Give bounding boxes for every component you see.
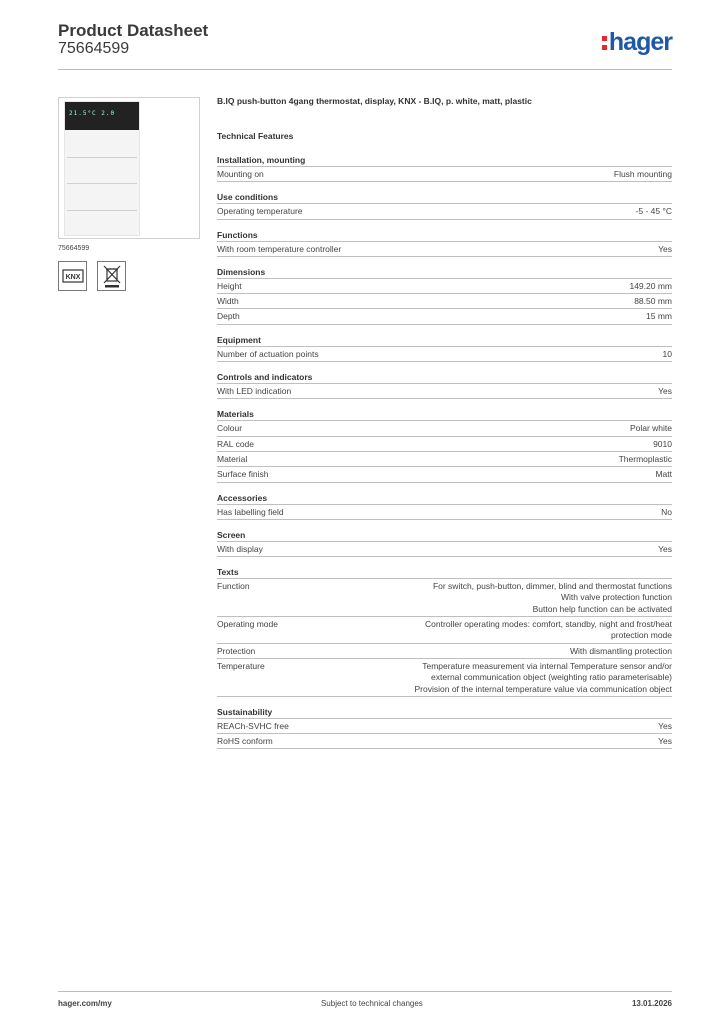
svg-text:KNX: KNX xyxy=(65,274,80,281)
footer-date: 13.01.2026 xyxy=(631,999,672,1008)
feature-label: Colour xyxy=(217,423,243,434)
feature-sections xyxy=(217,154,672,749)
section-title: Screen xyxy=(217,529,672,542)
feature-label: RoHS conform xyxy=(217,736,273,747)
feature-value: Yes xyxy=(658,543,672,554)
section-title: Dimensions xyxy=(217,266,672,279)
feature-value: Yes xyxy=(658,243,672,254)
feature-value: Controller operating modes: comfort, standby, night and frost/heat protection mode xyxy=(425,619,672,641)
product-number: 75664599 xyxy=(58,40,130,57)
feature-label: With room temperature controller xyxy=(217,243,342,254)
feature-row xyxy=(217,644,672,659)
section-title: Texts xyxy=(217,566,672,579)
section-title: Accessories xyxy=(217,492,672,505)
feature-row xyxy=(217,734,672,749)
feature-row xyxy=(217,242,672,257)
feature-section xyxy=(217,371,672,399)
feature-section xyxy=(217,408,672,482)
feature-row xyxy=(217,437,672,452)
section-title: Use conditions xyxy=(217,191,672,204)
product-image xyxy=(58,97,200,239)
feature-value: Yes xyxy=(658,720,672,731)
logo-text: hager xyxy=(608,28,672,56)
image-caption: 75664599 xyxy=(58,245,90,252)
device-display: 21.5°C 2.0 xyxy=(65,102,139,130)
hager-logo xyxy=(602,28,672,57)
footer-website: hager.com/my xyxy=(58,999,112,1008)
feature-label: Height xyxy=(217,280,242,291)
technical-features-heading: Technical Features xyxy=(217,131,294,141)
feature-label: RAL code xyxy=(217,438,255,449)
feature-label: Depth xyxy=(217,311,240,322)
feature-section xyxy=(217,492,672,520)
feature-row xyxy=(217,467,672,482)
page-footer xyxy=(58,991,672,1008)
feature-row xyxy=(217,505,672,520)
feature-row xyxy=(217,204,672,219)
feature-section xyxy=(217,566,672,697)
feature-row xyxy=(217,167,672,182)
feature-label: Number of actuation points xyxy=(217,348,319,359)
feature-label: Width xyxy=(217,296,239,307)
feature-value: -5 - 45 °C xyxy=(635,206,672,217)
feature-label: With LED indication xyxy=(217,386,292,397)
section-title: Sustainability xyxy=(217,706,672,719)
feature-row xyxy=(217,719,672,734)
certification-icons xyxy=(58,261,200,291)
product-name: B.IQ push-button 4gang thermostat, display, KNX - B.IQ, p. white, matt, plastic xyxy=(217,96,532,106)
feature-row xyxy=(217,659,672,697)
feature-label: Temperature xyxy=(217,660,265,671)
feature-label: Material xyxy=(217,453,248,464)
feature-label: REACh-SVHC free xyxy=(217,720,289,731)
feature-value: For switch, push-button, dimmer, blind and thermostat functions With valve protection function Button help function can be activated xyxy=(432,581,672,614)
feature-label: Operating mode xyxy=(217,619,278,630)
section-title: Materials xyxy=(217,408,672,421)
feature-value: 149.20 mm xyxy=(629,280,672,291)
datasheet-content xyxy=(217,96,672,758)
weee-crossed-bin-icon xyxy=(97,261,126,291)
section-title: Equipment xyxy=(217,334,672,347)
feature-section xyxy=(217,529,672,557)
feature-value: 10 xyxy=(662,348,672,359)
feature-section xyxy=(217,706,672,750)
page-title: Product Datasheet xyxy=(58,21,209,40)
feature-label: Mounting on xyxy=(217,169,264,179)
feature-value: With dismantling protection xyxy=(569,645,672,656)
feature-label: Function xyxy=(217,581,250,592)
product-sidebar xyxy=(58,97,200,291)
feature-label: Surface finish xyxy=(217,469,269,480)
knx-icon xyxy=(58,261,87,291)
feature-row xyxy=(217,384,672,399)
feature-row xyxy=(217,309,672,324)
feature-section xyxy=(217,229,672,257)
section-title: Controls and indicators xyxy=(217,371,672,384)
feature-label: Has labelling field xyxy=(217,506,284,517)
feature-row xyxy=(217,347,672,362)
device-illustration xyxy=(64,101,140,236)
feature-value: Flush mounting xyxy=(613,169,672,179)
feature-row xyxy=(217,542,672,557)
feature-section xyxy=(217,154,672,182)
feature-value: 9010 xyxy=(653,438,672,449)
logo-dots-icon xyxy=(602,36,607,50)
feature-value: No xyxy=(661,506,672,517)
section-title: Installation, mounting xyxy=(217,154,672,167)
feature-value: Matt xyxy=(655,469,672,480)
feature-row xyxy=(217,617,672,644)
feature-label: Protection xyxy=(217,645,256,656)
feature-row xyxy=(217,452,672,467)
feature-label: Operating temperature xyxy=(217,206,303,217)
feature-value: Temperature measurement via internal Temperature sensor and/or external communication object (weighting ratio parameterisable) Provision of the internal temperature value via communication object xyxy=(414,660,672,694)
feature-value: 15 mm xyxy=(646,311,672,322)
feature-value: 88.50 mm xyxy=(634,296,672,307)
feature-row xyxy=(217,279,672,294)
feature-row xyxy=(217,579,672,617)
feature-label: With display xyxy=(217,543,263,554)
feature-section xyxy=(217,266,672,325)
feature-value: Yes xyxy=(658,386,672,397)
feature-value: Polar white xyxy=(629,423,672,434)
feature-section xyxy=(217,334,672,362)
feature-section xyxy=(217,191,672,219)
feature-row xyxy=(217,421,672,436)
page-header xyxy=(58,22,672,70)
footer-notice: Subject to technical changes xyxy=(320,999,423,1008)
feature-row xyxy=(217,294,672,309)
feature-value: Yes xyxy=(658,736,672,747)
section-title: Functions xyxy=(217,229,672,242)
feature-value: Thermoplastic xyxy=(618,453,672,464)
